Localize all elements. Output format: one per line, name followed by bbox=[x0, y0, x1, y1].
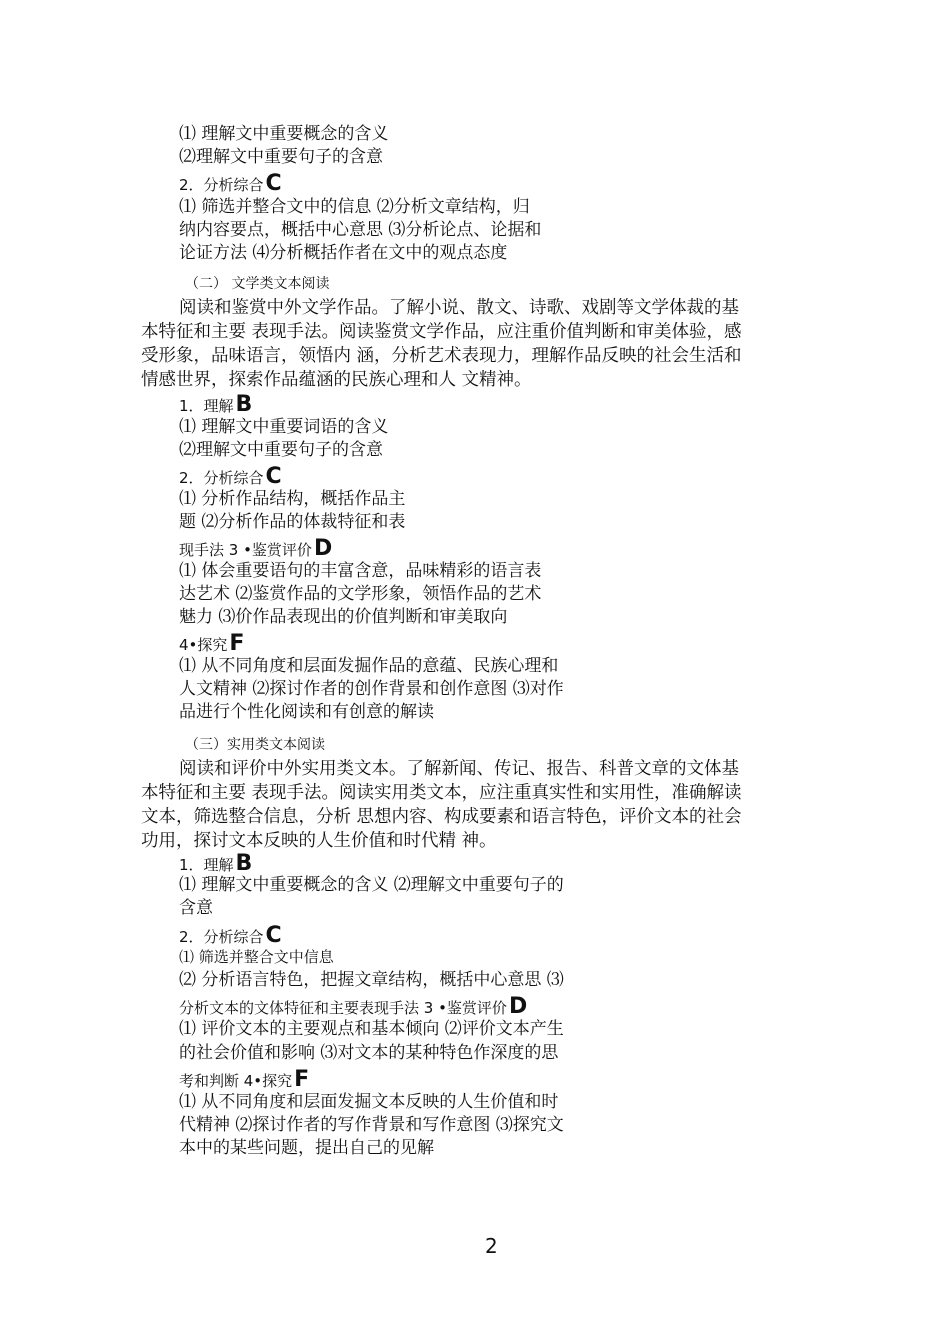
analysis-item: ⑴ 筛选并整合文中信息 bbox=[179, 948, 334, 966]
understanding-item: ⑴ 理解文中重要词语的含义 bbox=[179, 417, 389, 437]
heading-analysis bbox=[179, 925, 282, 947]
heading-analysis bbox=[179, 173, 282, 195]
appreciation-item: ⑴ 体会重要语句的丰富含意，品味精彩的语言表 bbox=[179, 561, 542, 581]
inquiry-item: 人文精神 ⑵探讨作者的创作背景和创作意图 ⑶对作 bbox=[179, 679, 564, 699]
understanding-item: ⑴ 理解文中重要概念的含义 ⑵理解文中重要句子的 bbox=[179, 875, 564, 895]
paragraph-line: 受形象，品味语言，领悟内 涵，分析艺术表现力，理解作品反映的社会生活和 bbox=[141, 346, 742, 366]
grade-letter: D bbox=[508, 994, 528, 1019]
heading-text: 考和判断 4•探究 bbox=[179, 1072, 293, 1090]
inquiry-item: 代精神 ⑵探讨作者的写作背景和写作意图 ⑶探究文 bbox=[179, 1115, 564, 1135]
analysis-item: 纳内容要点，概括中心意思 ⑶分析论点、论据和 bbox=[179, 220, 542, 240]
paragraph-line: 本特征和主要 表现手法。阅读鉴赏文学作品，应注重价值判断和审美体验，感 bbox=[141, 322, 742, 342]
grade-letter: C bbox=[265, 464, 282, 489]
grade-letter: F bbox=[294, 1067, 310, 1092]
inquiry-item: ⑴ 从不同角度和层面发掘文本反映的人生价值和时 bbox=[179, 1092, 559, 1112]
heading-text: 现手法 3 •鉴赏评价 bbox=[179, 541, 312, 559]
heading-text: 2．分析综合 bbox=[179, 469, 264, 487]
paragraph-line: 文本，筛选整合信息，分析 思想内容、构成要素和语言特色，评价文本的社会 bbox=[141, 807, 742, 827]
inquiry-item: 品进行个性化阅读和有创意的解读 bbox=[179, 702, 434, 722]
heading-text: 分析文本的文体特征和主要表现手法 3 •鉴赏评价 bbox=[179, 999, 507, 1017]
understanding-item: 含意 bbox=[179, 898, 213, 918]
grade-letter: F bbox=[229, 631, 245, 656]
appreciation-item: 魅力 ⑶价作品表现出的价值判断和审美取向 bbox=[179, 607, 508, 627]
heading-inquiry bbox=[179, 1069, 309, 1091]
analysis-item: ⑵ 分析语言特色，把握文章结构，概括中心意思 ⑶ bbox=[179, 970, 564, 990]
understanding-item: ⑵理解文中重要句子的含意 bbox=[179, 440, 383, 460]
page-number: 2 bbox=[485, 1234, 498, 1258]
paragraph-line: 情感世界，探索作品蕴涵的民族心理和人 文精神。 bbox=[141, 370, 532, 390]
appreciation-item: 达艺术 ⑵鉴赏作品的文学形象，领悟作品的艺术 bbox=[179, 584, 542, 604]
appreciation-item: 的社会价值和影响 ⑶对文本的某种特色作深度的思 bbox=[179, 1043, 559, 1063]
section-title: （二） 文学类文本阅读 bbox=[185, 276, 330, 292]
heading-analysis bbox=[179, 466, 282, 488]
heading-text: 1．理解 bbox=[179, 397, 234, 415]
understanding-item: ⑵理解文中重要句子的含意 bbox=[179, 147, 383, 167]
paragraph-line: 阅读和鉴赏中外文学作品。了解小说、散文、诗歌、戏剧等文学体裁的基 bbox=[179, 298, 739, 318]
heading-text: 1．理解 bbox=[179, 856, 234, 874]
inquiry-item: 本中的某些问题，提出自己的见解 bbox=[179, 1138, 434, 1158]
paragraph-line: 本特征和主要 表现手法。阅读实用类文本，应注重真实性和实用性，准确解读 bbox=[141, 783, 742, 803]
heading-inquiry bbox=[179, 633, 244, 655]
understanding-item: ⑴ 理解文中重要概念的含义 bbox=[179, 124, 389, 144]
analysis-item: 论证方法 ⑷分析概括作者在文中的观点态度 bbox=[179, 243, 508, 263]
paragraph-line: 阅读和评价中外实用类文本。了解新闻、传记、报告、科普文章的文体基 bbox=[179, 759, 739, 779]
grade-letter: B bbox=[235, 392, 253, 417]
inquiry-item: ⑴ 从不同角度和层面发掘作品的意蕴、民族心理和 bbox=[179, 656, 559, 676]
heading-text: 2．分析综合 bbox=[179, 928, 264, 946]
grade-letter: C bbox=[265, 923, 282, 948]
analysis-item: ⑴ 分析作品结构，概括作品主 bbox=[179, 489, 406, 509]
grade-letter: D bbox=[313, 536, 333, 561]
analysis-item: ⑴ 筛选并整合文中的信息 ⑵分析文章结构，归 bbox=[179, 197, 530, 217]
heading-understanding bbox=[179, 394, 252, 416]
heading-appreciation bbox=[179, 996, 527, 1018]
heading-understanding bbox=[179, 853, 252, 875]
heading-appreciation bbox=[179, 538, 332, 560]
paragraph-line: 功用，探讨文本反映的人生价值和时代精 神。 bbox=[141, 831, 497, 851]
grade-letter: C bbox=[265, 171, 282, 196]
heading-text: 2．分析综合 bbox=[179, 176, 264, 194]
analysis-item: 题 ⑵分析作品的体裁特征和表 bbox=[179, 512, 406, 532]
grade-letter: B bbox=[235, 851, 253, 876]
section-title: （三）实用类文本阅读 bbox=[185, 737, 325, 753]
appreciation-item: ⑴ 评价文本的主要观点和基本倾向 ⑵评价文本产生 bbox=[179, 1019, 564, 1039]
heading-text: 4•探究 bbox=[179, 636, 228, 654]
